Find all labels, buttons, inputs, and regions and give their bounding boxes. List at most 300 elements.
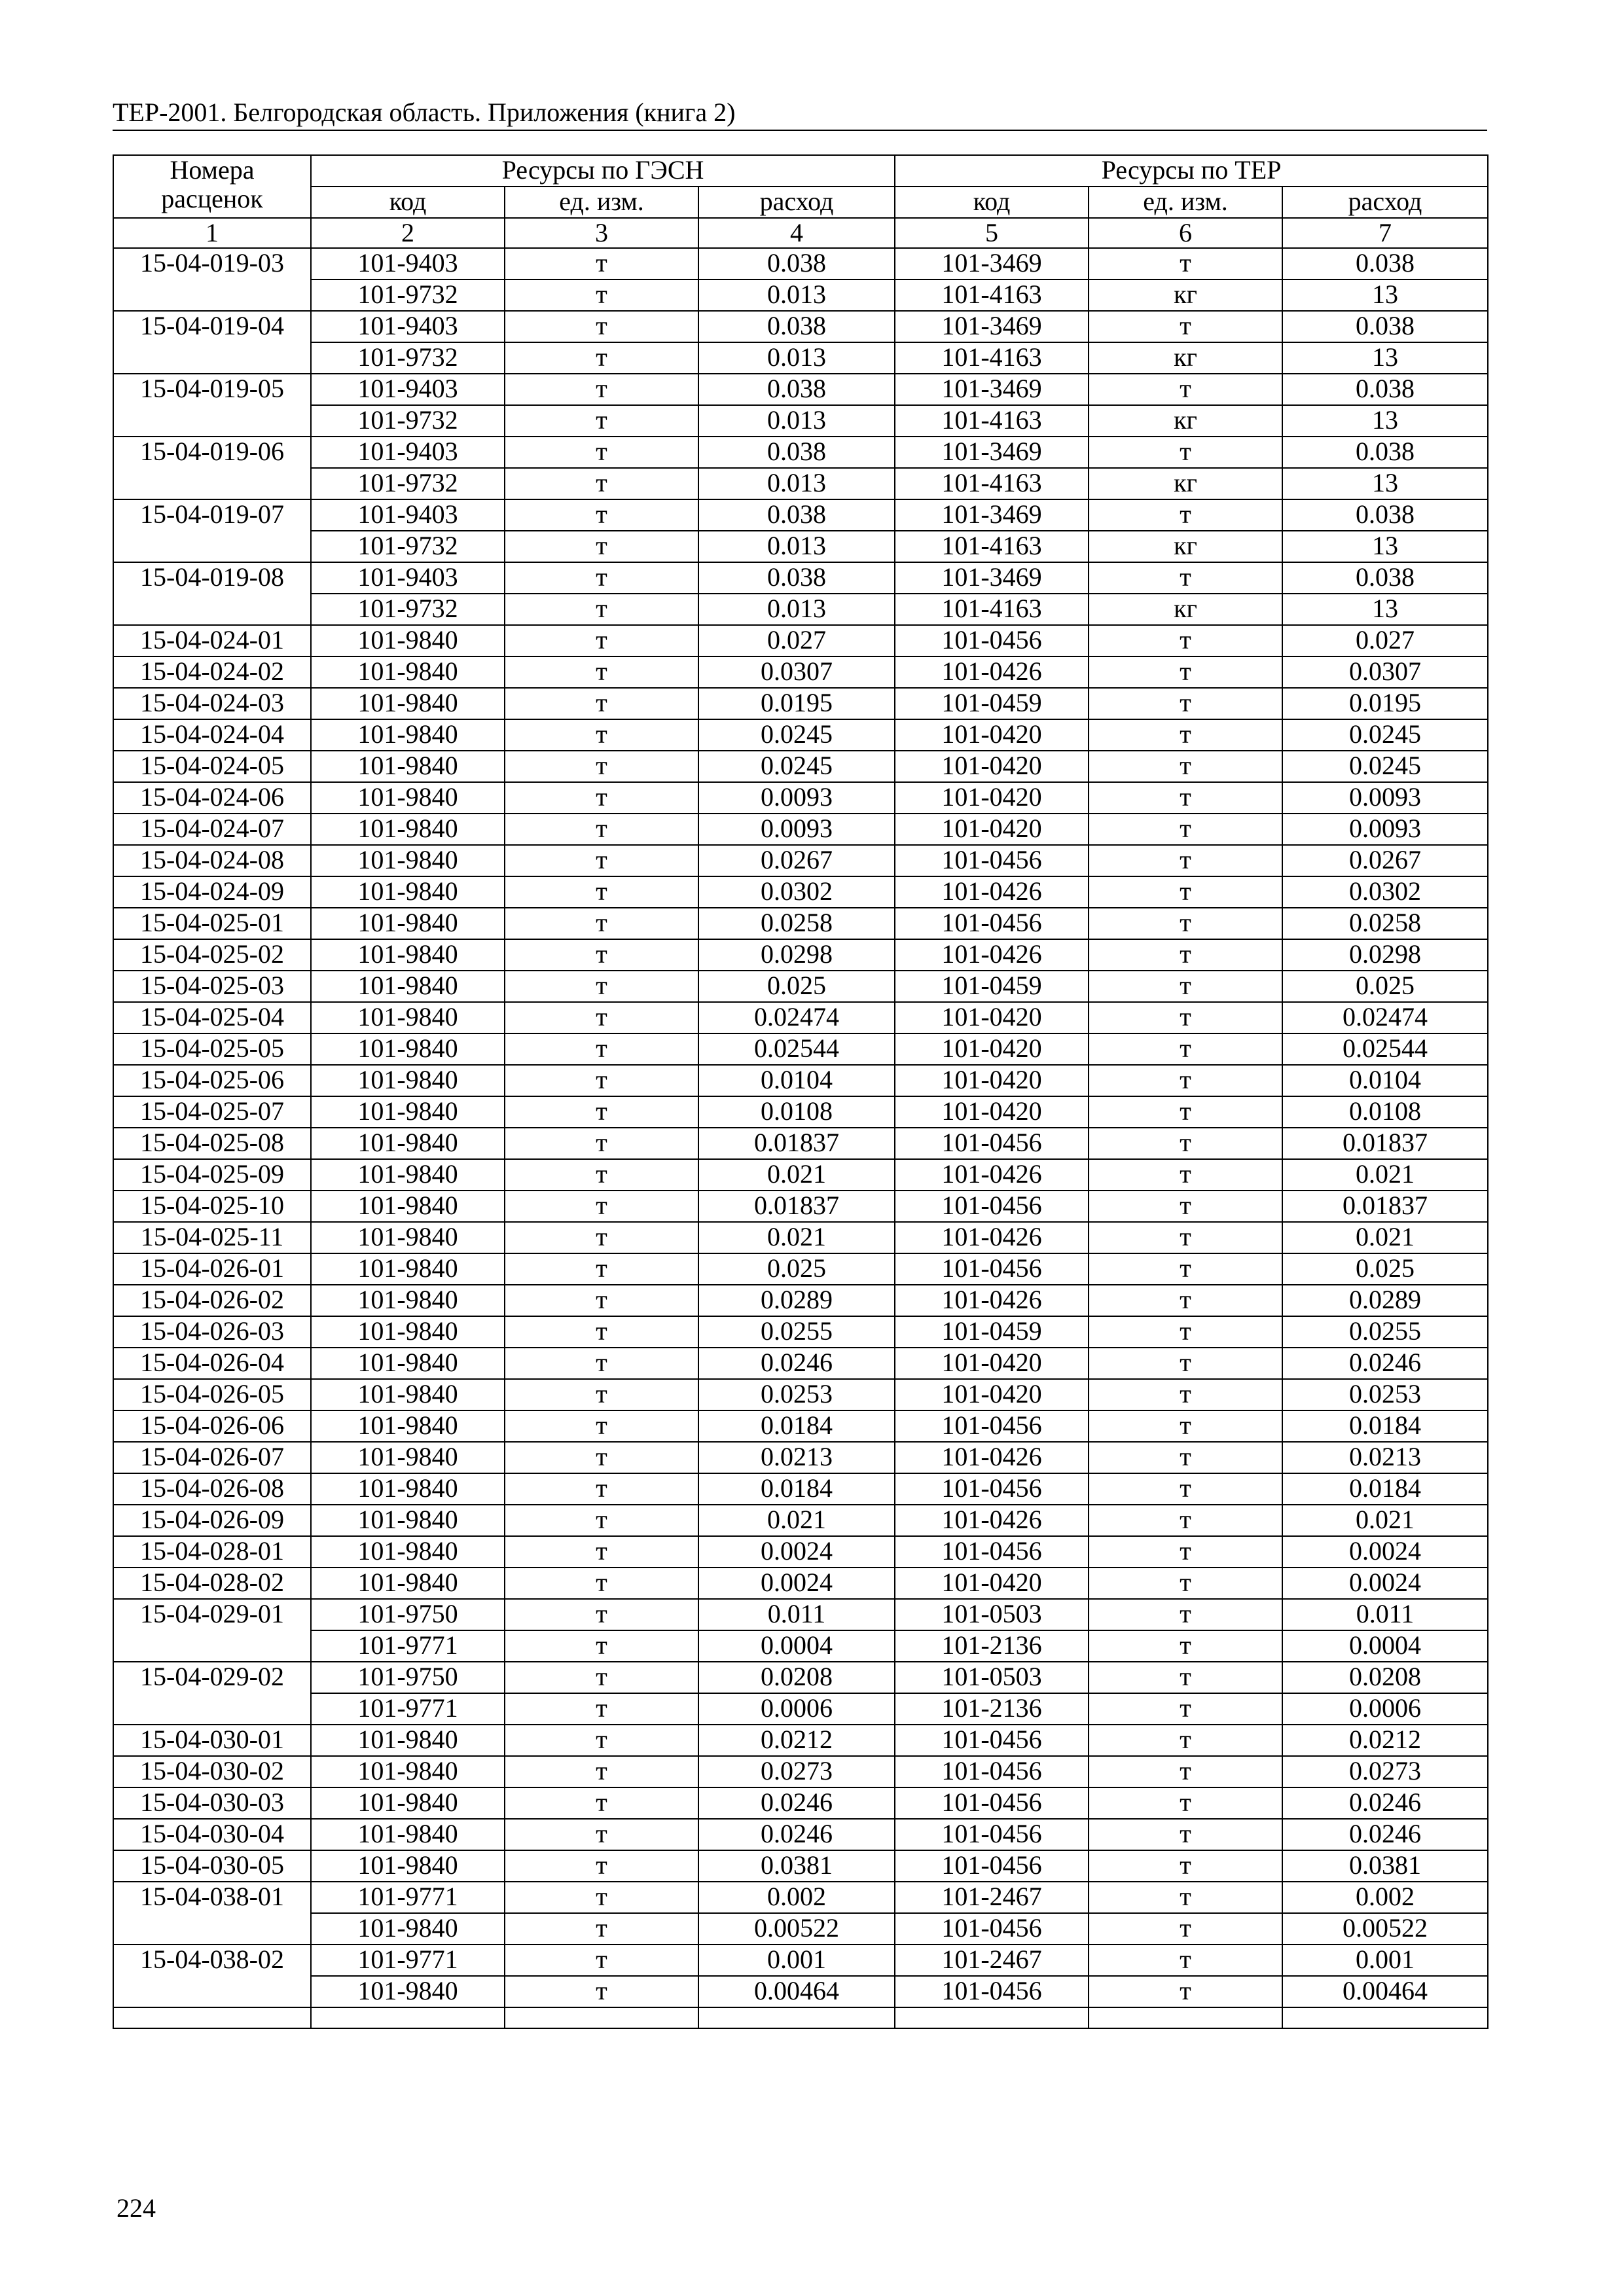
gesn-consumption-cell: 0.01837 bbox=[698, 1128, 895, 1159]
ter-unit-cell: т bbox=[1089, 1348, 1282, 1379]
ter-consumption-cell: 0.01837 bbox=[1282, 1128, 1488, 1159]
ter-unit-cell: т bbox=[1089, 1033, 1282, 1065]
gesn-code-cell: 101-9840 bbox=[311, 971, 505, 1002]
ter-consumption-cell: 0.0004 bbox=[1282, 1630, 1488, 1662]
rate-number-cell: 15-04-019-06 bbox=[113, 437, 311, 499]
ter-consumption-cell: 0.021 bbox=[1282, 1505, 1488, 1536]
ter-unit-cell: т bbox=[1089, 845, 1282, 876]
rate-number-cell: 15-04-026-06 bbox=[113, 1410, 311, 1442]
ter-unit-cell: т bbox=[1089, 1536, 1282, 1568]
table-row bbox=[113, 1693, 1488, 1725]
ter-consumption-cell: 0.01837 bbox=[1282, 1191, 1488, 1222]
gesn-consumption-cell: 0.0184 bbox=[698, 1410, 895, 1442]
table-row bbox=[113, 1945, 1488, 1976]
gesn-code-cell: 101-9840 bbox=[311, 876, 505, 908]
table-row bbox=[113, 1505, 1488, 1536]
gesn-consumption-cell: 0.038 bbox=[698, 374, 895, 405]
ter-consumption-cell: 13 bbox=[1282, 594, 1488, 625]
rate-number-cell: 15-04-029-02 bbox=[113, 1662, 311, 1725]
ter-unit-cell: т bbox=[1089, 1316, 1282, 1348]
empty-cell bbox=[505, 2007, 698, 2028]
gesn-unit-cell: т bbox=[505, 405, 698, 437]
ter-consumption-cell: 0.027 bbox=[1282, 625, 1488, 656]
gesn-code-cell: 101-9840 bbox=[311, 1505, 505, 1536]
gesn-consumption-cell: 0.013 bbox=[698, 342, 895, 374]
ter-unit-cell: т bbox=[1089, 248, 1282, 279]
ter-unit-cell: т bbox=[1089, 562, 1282, 594]
col-header-rate-numbers: Номера расценок bbox=[113, 155, 311, 218]
table-row bbox=[113, 1348, 1488, 1379]
ter-unit-cell: т bbox=[1089, 1976, 1282, 2007]
rate-number-cell: 15-04-024-05 bbox=[113, 751, 311, 782]
gesn-unit-cell: т bbox=[505, 1253, 698, 1285]
ter-code-cell: 101-0456 bbox=[895, 1850, 1089, 1882]
rate-number-cell: 15-04-024-09 bbox=[113, 876, 311, 908]
gesn-consumption-cell: 0.00522 bbox=[698, 1913, 895, 1945]
table-row bbox=[113, 1191, 1488, 1222]
ter-code-cell: 101-0456 bbox=[895, 1410, 1089, 1442]
gesn-code-cell: 101-9732 bbox=[311, 531, 505, 562]
table-row bbox=[113, 1913, 1488, 1945]
ter-consumption-cell: 0.02544 bbox=[1282, 1033, 1488, 1065]
gesn-code-cell: 101-9732 bbox=[311, 279, 505, 311]
ter-code-cell: 101-0459 bbox=[895, 971, 1089, 1002]
ter-consumption-cell: 0.0108 bbox=[1282, 1096, 1488, 1128]
gesn-code-cell: 101-9771 bbox=[311, 1693, 505, 1725]
ter-consumption-cell: 0.0208 bbox=[1282, 1662, 1488, 1693]
gesn-consumption-cell: 0.0245 bbox=[698, 719, 895, 751]
ter-code-cell: 101-3469 bbox=[895, 562, 1089, 594]
ter-unit-cell: т bbox=[1089, 971, 1282, 1002]
gesn-unit-cell: т bbox=[505, 531, 698, 562]
ter-code-cell: 101-4163 bbox=[895, 405, 1089, 437]
table-row bbox=[113, 751, 1488, 782]
ter-unit-cell: т bbox=[1089, 782, 1282, 814]
rate-number-cell: 15-04-025-04 bbox=[113, 1002, 311, 1033]
ter-unit-cell: т bbox=[1089, 656, 1282, 688]
gesn-code-cell: 101-9840 bbox=[311, 719, 505, 751]
gesn-consumption-cell: 0.02474 bbox=[698, 1002, 895, 1033]
gesn-code-cell: 101-9840 bbox=[311, 1065, 505, 1096]
ter-code-cell: 101-0426 bbox=[895, 656, 1089, 688]
ter-unit-cell: т bbox=[1089, 1159, 1282, 1191]
gesn-unit-cell: т bbox=[505, 279, 698, 311]
gesn-unit-cell: т bbox=[505, 1128, 698, 1159]
ter-consumption-cell: 0.0245 bbox=[1282, 719, 1488, 751]
rate-number-cell: 15-04-030-03 bbox=[113, 1787, 311, 1819]
table-row bbox=[113, 1096, 1488, 1128]
gesn-code-cell: 101-9840 bbox=[311, 782, 505, 814]
table-row bbox=[113, 374, 1488, 405]
rate-number-cell: 15-04-025-08 bbox=[113, 1128, 311, 1159]
gesn-code-cell: 101-9403 bbox=[311, 248, 505, 279]
ter-code-cell: 101-0456 bbox=[895, 908, 1089, 939]
table-row bbox=[113, 845, 1488, 876]
ter-unit-cell: т bbox=[1089, 1002, 1282, 1033]
gesn-code-cell: 101-9771 bbox=[311, 1630, 505, 1662]
ter-code-cell: 101-2467 bbox=[895, 1945, 1089, 1976]
gesn-code-cell: 101-9840 bbox=[311, 1787, 505, 1819]
rate-number-cell: 15-04-026-04 bbox=[113, 1348, 311, 1379]
gesn-consumption-cell: 0.0302 bbox=[698, 876, 895, 908]
gesn-consumption-cell: 0.038 bbox=[698, 437, 895, 468]
gesn-code-cell: 101-9840 bbox=[311, 1442, 505, 1473]
ter-unit-cell: т bbox=[1089, 688, 1282, 719]
table-row bbox=[113, 279, 1488, 311]
gesn-unit-cell: т bbox=[505, 1693, 698, 1725]
gesn-consumption-cell: 0.0307 bbox=[698, 656, 895, 688]
gesn-unit-cell: т bbox=[505, 468, 698, 499]
ter-consumption-cell: 0.038 bbox=[1282, 248, 1488, 279]
table-row bbox=[113, 594, 1488, 625]
gesn-code-cell: 101-9403 bbox=[311, 311, 505, 342]
gesn-code-cell: 101-9840 bbox=[311, 1316, 505, 1348]
ter-unit-cell: т bbox=[1089, 374, 1282, 405]
gesn-code-cell: 101-9840 bbox=[311, 1033, 505, 1065]
ter-code-cell: 101-0503 bbox=[895, 1599, 1089, 1630]
table-row bbox=[113, 311, 1488, 342]
ter-consumption-cell: 0.0024 bbox=[1282, 1568, 1488, 1599]
ter-consumption-cell: 0.0273 bbox=[1282, 1756, 1488, 1787]
ter-consumption-cell: 0.0006 bbox=[1282, 1693, 1488, 1725]
ter-code-cell: 101-0456 bbox=[895, 625, 1089, 656]
rate-number-cell: 15-04-024-07 bbox=[113, 814, 311, 845]
gesn-unit-cell: т bbox=[505, 1473, 698, 1505]
ter-unit-cell: т bbox=[1089, 1379, 1282, 1410]
gesn-unit-cell: т bbox=[505, 1316, 698, 1348]
ter-consumption-cell: 0.001 bbox=[1282, 1945, 1488, 1976]
table-row bbox=[113, 1662, 1488, 1693]
gesn-unit-cell: т bbox=[505, 1285, 698, 1316]
header-rule bbox=[113, 130, 1487, 131]
gesn-consumption-cell: 0.021 bbox=[698, 1222, 895, 1253]
column-number: 3 bbox=[505, 218, 698, 248]
gesn-consumption-cell: 0.038 bbox=[698, 499, 895, 531]
column-number: 2 bbox=[311, 218, 505, 248]
gesn-unit-cell: т bbox=[505, 908, 698, 939]
gesn-consumption-cell: 0.01837 bbox=[698, 1191, 895, 1222]
gesn-unit-cell: т bbox=[505, 971, 698, 1002]
ter-unit-cell: кг bbox=[1089, 468, 1282, 499]
ter-code-cell: 101-0420 bbox=[895, 1033, 1089, 1065]
ter-consumption-cell: 0.0184 bbox=[1282, 1410, 1488, 1442]
gesn-unit-cell: т bbox=[505, 814, 698, 845]
ter-unit-cell: т bbox=[1089, 1222, 1282, 1253]
gesn-code-cell: 101-9732 bbox=[311, 468, 505, 499]
table-row bbox=[113, 1976, 1488, 2007]
ter-code-cell: 101-3469 bbox=[895, 311, 1089, 342]
ter-code-cell: 101-0420 bbox=[895, 1065, 1089, 1096]
gesn-code-cell: 101-9840 bbox=[311, 814, 505, 845]
table-row bbox=[113, 625, 1488, 656]
rate-number-cell: 15-04-024-08 bbox=[113, 845, 311, 876]
ter-code-cell: 101-0420 bbox=[895, 719, 1089, 751]
gesn-consumption-cell: 0.0195 bbox=[698, 688, 895, 719]
gesn-consumption-cell: 0.001 bbox=[698, 1945, 895, 1976]
rate-number-cell: 15-04-038-01 bbox=[113, 1882, 311, 1945]
empty-cell bbox=[311, 2007, 505, 2028]
ter-unit-cell: т bbox=[1089, 1913, 1282, 1945]
gesn-code-cell: 101-9732 bbox=[311, 342, 505, 374]
ter-consumption-cell: 0.0381 bbox=[1282, 1850, 1488, 1882]
table-row bbox=[113, 1473, 1488, 1505]
rate-number-cell: 15-04-019-04 bbox=[113, 311, 311, 374]
ter-code-cell: 101-3469 bbox=[895, 374, 1089, 405]
ter-unit-cell: кг bbox=[1089, 342, 1282, 374]
ter-code-cell: 101-4163 bbox=[895, 279, 1089, 311]
ter-consumption-cell: 0.0289 bbox=[1282, 1285, 1488, 1316]
gesn-code-cell: 101-9840 bbox=[311, 908, 505, 939]
gesn-unit-cell: т bbox=[505, 1191, 698, 1222]
gesn-consumption-cell: 0.0184 bbox=[698, 1473, 895, 1505]
ter-code-cell: 101-2136 bbox=[895, 1693, 1089, 1725]
rate-number-cell: 15-04-024-04 bbox=[113, 719, 311, 751]
ter-consumption-cell: 0.038 bbox=[1282, 562, 1488, 594]
ter-code-cell: 101-0456 bbox=[895, 1756, 1089, 1787]
ter-unit-cell: т bbox=[1089, 1630, 1282, 1662]
table-row bbox=[113, 939, 1488, 971]
rate-number-cell: 15-04-026-02 bbox=[113, 1285, 311, 1316]
ter-consumption-cell: 0.0104 bbox=[1282, 1065, 1488, 1096]
ter-consumption-cell: 13 bbox=[1282, 342, 1488, 374]
ter-code-cell: 101-0459 bbox=[895, 688, 1089, 719]
rate-number-cell: 15-04-024-01 bbox=[113, 625, 311, 656]
gesn-unit-cell: т bbox=[505, 1819, 698, 1850]
gesn-unit-cell: т bbox=[505, 656, 698, 688]
gesn-unit-cell: т bbox=[505, 1630, 698, 1662]
table-row bbox=[113, 1599, 1488, 1630]
table-row bbox=[113, 1159, 1488, 1191]
ter-unit-cell: т bbox=[1089, 1725, 1282, 1756]
gesn-unit-cell: т bbox=[505, 1442, 698, 1473]
table-row bbox=[113, 1033, 1488, 1065]
ter-consumption-cell: 0.0093 bbox=[1282, 814, 1488, 845]
rate-number-cell: 15-04-025-02 bbox=[113, 939, 311, 971]
gesn-code-cell: 101-9403 bbox=[311, 562, 505, 594]
rate-number-cell: 15-04-025-10 bbox=[113, 1191, 311, 1222]
table-row bbox=[113, 908, 1488, 939]
ter-code-cell: 101-0420 bbox=[895, 1568, 1089, 1599]
rate-number-cell: 15-04-025-01 bbox=[113, 908, 311, 939]
gesn-unit-cell: т bbox=[505, 1599, 698, 1630]
gesn-unit-cell: т bbox=[505, 876, 698, 908]
column-number: 6 bbox=[1089, 218, 1282, 248]
gesn-consumption-cell: 0.0298 bbox=[698, 939, 895, 971]
ter-code-cell: 101-0426 bbox=[895, 1442, 1089, 1473]
gesn-consumption-cell: 0.0258 bbox=[698, 908, 895, 939]
ter-consumption-cell: 0.02474 bbox=[1282, 1002, 1488, 1033]
ter-unit-cell: т bbox=[1089, 876, 1282, 908]
ter-consumption-cell: 0.00464 bbox=[1282, 1976, 1488, 2007]
ter-unit-cell: т bbox=[1089, 1568, 1282, 1599]
table-row bbox=[113, 248, 1488, 279]
gesn-code-cell: 101-9840 bbox=[311, 1850, 505, 1882]
gesn-unit-cell: т bbox=[505, 499, 698, 531]
ter-consumption-cell: 0.0298 bbox=[1282, 939, 1488, 971]
table-row bbox=[113, 1222, 1488, 1253]
ter-unit-cell: т bbox=[1089, 1850, 1282, 1882]
gesn-unit-cell: т bbox=[505, 1568, 698, 1599]
gesn-unit-cell: т bbox=[505, 1348, 698, 1379]
ter-unit-cell: т bbox=[1089, 1662, 1282, 1693]
gesn-unit-cell: т bbox=[505, 342, 698, 374]
gesn-consumption-cell: 0.0024 bbox=[698, 1568, 895, 1599]
table-row bbox=[113, 1882, 1488, 1913]
empty-cell bbox=[895, 2007, 1089, 2028]
ter-code-cell: 101-0503 bbox=[895, 1662, 1089, 1693]
gesn-consumption-cell: 0.0253 bbox=[698, 1379, 895, 1410]
ter-consumption-cell: 0.0302 bbox=[1282, 876, 1488, 908]
table-row bbox=[113, 1285, 1488, 1316]
gesn-consumption-cell: 0.0004 bbox=[698, 1630, 895, 1662]
ter-code-cell: 101-0426 bbox=[895, 1285, 1089, 1316]
rate-number-cell: 15-04-019-03 bbox=[113, 248, 311, 311]
ter-consumption-cell: 13 bbox=[1282, 468, 1488, 499]
ter-consumption-cell: 0.0307 bbox=[1282, 656, 1488, 688]
gesn-consumption-cell: 0.013 bbox=[698, 594, 895, 625]
table-row bbox=[113, 1787, 1488, 1819]
gesn-code-cell: 101-9840 bbox=[311, 1473, 505, 1505]
gesn-consumption-cell: 0.0246 bbox=[698, 1819, 895, 1850]
gesn-unit-cell: т bbox=[505, 1787, 698, 1819]
ter-code-cell: 101-3469 bbox=[895, 499, 1089, 531]
gesn-code-cell: 101-9840 bbox=[311, 1253, 505, 1285]
ter-unit-cell: кг bbox=[1089, 405, 1282, 437]
ter-consumption-cell: 0.0213 bbox=[1282, 1442, 1488, 1473]
gesn-consumption-cell: 0.0104 bbox=[698, 1065, 895, 1096]
ter-unit-cell: т bbox=[1089, 1945, 1282, 1976]
empty-cell bbox=[1089, 2007, 1282, 2028]
rate-number-cell: 15-04-024-03 bbox=[113, 688, 311, 719]
column-number: 4 bbox=[698, 218, 895, 248]
gesn-code-cell: 101-9732 bbox=[311, 594, 505, 625]
ter-code-cell: 101-0420 bbox=[895, 1379, 1089, 1410]
rate-number-cell: 15-04-030-04 bbox=[113, 1819, 311, 1850]
table-row bbox=[113, 688, 1488, 719]
table-row bbox=[113, 1316, 1488, 1348]
ter-code-cell: 101-2136 bbox=[895, 1630, 1089, 1662]
gesn-code-cell: 101-9840 bbox=[311, 1222, 505, 1253]
gesn-consumption-cell: 0.025 bbox=[698, 971, 895, 1002]
ter-consumption-cell: 0.038 bbox=[1282, 499, 1488, 531]
table-tail-row bbox=[113, 2007, 1488, 2028]
rate-number-cell: 15-04-038-02 bbox=[113, 1945, 311, 2007]
rate-number-cell: 15-04-026-08 bbox=[113, 1473, 311, 1505]
rate-number-cell: 15-04-028-02 bbox=[113, 1568, 311, 1599]
gesn-unit-cell: т bbox=[505, 751, 698, 782]
rate-number-cell: 15-04-024-06 bbox=[113, 782, 311, 814]
ter-unit-cell: т bbox=[1089, 1128, 1282, 1159]
empty-cell bbox=[1282, 2007, 1488, 2028]
ter-unit-cell: т bbox=[1089, 1285, 1282, 1316]
gesn-code-cell: 101-9403 bbox=[311, 437, 505, 468]
col-header-gesn-unit: ед. изм. bbox=[505, 187, 698, 218]
rate-number-cell: 15-04-025-11 bbox=[113, 1222, 311, 1253]
rate-number-cell: 15-04-025-09 bbox=[113, 1159, 311, 1191]
gesn-code-cell: 101-9840 bbox=[311, 1536, 505, 1568]
gesn-consumption-cell: 0.0245 bbox=[698, 751, 895, 782]
ter-unit-cell: т bbox=[1089, 499, 1282, 531]
ter-code-cell: 101-0456 bbox=[895, 1725, 1089, 1756]
ter-consumption-cell: 0.038 bbox=[1282, 437, 1488, 468]
col-header-ter-consumption: расход bbox=[1282, 187, 1488, 218]
col-header-ter-unit: ед. изм. bbox=[1089, 187, 1282, 218]
gesn-unit-cell: т bbox=[505, 1882, 698, 1913]
ter-consumption-cell: 0.0195 bbox=[1282, 688, 1488, 719]
ter-code-cell: 101-0456 bbox=[895, 1473, 1089, 1505]
rate-number-cell: 15-04-026-01 bbox=[113, 1253, 311, 1285]
gesn-unit-cell: т bbox=[505, 1033, 698, 1065]
ter-consumption-cell: 0.0246 bbox=[1282, 1348, 1488, 1379]
rate-number-cell: 15-04-025-03 bbox=[113, 971, 311, 1002]
ter-unit-cell: т bbox=[1089, 1756, 1282, 1787]
rate-number-cell: 15-04-026-07 bbox=[113, 1442, 311, 1473]
ter-unit-cell: т bbox=[1089, 1473, 1282, 1505]
table-row bbox=[113, 1756, 1488, 1787]
ter-consumption-cell: 0.0253 bbox=[1282, 1379, 1488, 1410]
ter-unit-cell: т bbox=[1089, 1065, 1282, 1096]
gesn-consumption-cell: 0.038 bbox=[698, 562, 895, 594]
ter-code-cell: 101-0456 bbox=[895, 845, 1089, 876]
ter-consumption-cell: 0.0255 bbox=[1282, 1316, 1488, 1348]
gesn-code-cell: 101-9840 bbox=[311, 1002, 505, 1033]
gesn-consumption-cell: 0.0212 bbox=[698, 1725, 895, 1756]
gesn-unit-cell: т bbox=[505, 1945, 698, 1976]
gesn-unit-cell: т bbox=[505, 782, 698, 814]
gesn-code-cell: 101-9840 bbox=[311, 1410, 505, 1442]
table-row bbox=[113, 1442, 1488, 1473]
gesn-code-cell: 101-9771 bbox=[311, 1945, 505, 1976]
table-row bbox=[113, 1725, 1488, 1756]
empty-cell bbox=[698, 2007, 895, 2028]
table-row bbox=[113, 1819, 1488, 1850]
ter-unit-cell: т bbox=[1089, 625, 1282, 656]
gesn-code-cell: 101-9840 bbox=[311, 1285, 505, 1316]
resources-table bbox=[113, 154, 1489, 2029]
gesn-consumption-cell: 0.0108 bbox=[698, 1096, 895, 1128]
gesn-code-cell: 101-9840 bbox=[311, 1128, 505, 1159]
table-row bbox=[113, 1850, 1488, 1882]
ter-code-cell: 101-0420 bbox=[895, 1002, 1089, 1033]
gesn-consumption-cell: 0.013 bbox=[698, 279, 895, 311]
gesn-consumption-cell: 0.038 bbox=[698, 311, 895, 342]
ter-code-cell: 101-0456 bbox=[895, 1191, 1089, 1222]
table-row bbox=[113, 1568, 1488, 1599]
column-number: 1 bbox=[113, 218, 311, 248]
gesn-consumption-cell: 0.011 bbox=[698, 1599, 895, 1630]
ter-unit-cell: кг bbox=[1089, 594, 1282, 625]
rate-number-cell: 15-04-026-09 bbox=[113, 1505, 311, 1536]
ter-code-cell: 101-3469 bbox=[895, 437, 1089, 468]
gesn-unit-cell: т bbox=[505, 562, 698, 594]
table-row bbox=[113, 342, 1488, 374]
ter-unit-cell: т bbox=[1089, 1819, 1282, 1850]
gesn-code-cell: 101-9840 bbox=[311, 1379, 505, 1410]
col-group-ter-resources: Ресурсы по ТЕР bbox=[895, 155, 1488, 187]
gesn-unit-cell: т bbox=[505, 1065, 698, 1096]
ter-unit-cell: т bbox=[1089, 1410, 1282, 1442]
table-row bbox=[113, 1002, 1488, 1033]
gesn-unit-cell: т bbox=[505, 437, 698, 468]
gesn-unit-cell: т bbox=[505, 625, 698, 656]
ter-code-cell: 101-0456 bbox=[895, 1913, 1089, 1945]
ter-code-cell: 101-4163 bbox=[895, 342, 1089, 374]
ter-code-cell: 101-0456 bbox=[895, 1253, 1089, 1285]
ter-code-cell: 101-4163 bbox=[895, 531, 1089, 562]
gesn-code-cell: 101-9840 bbox=[311, 1191, 505, 1222]
gesn-unit-cell: т bbox=[505, 374, 698, 405]
rate-number-cell: 15-04-030-05 bbox=[113, 1850, 311, 1882]
